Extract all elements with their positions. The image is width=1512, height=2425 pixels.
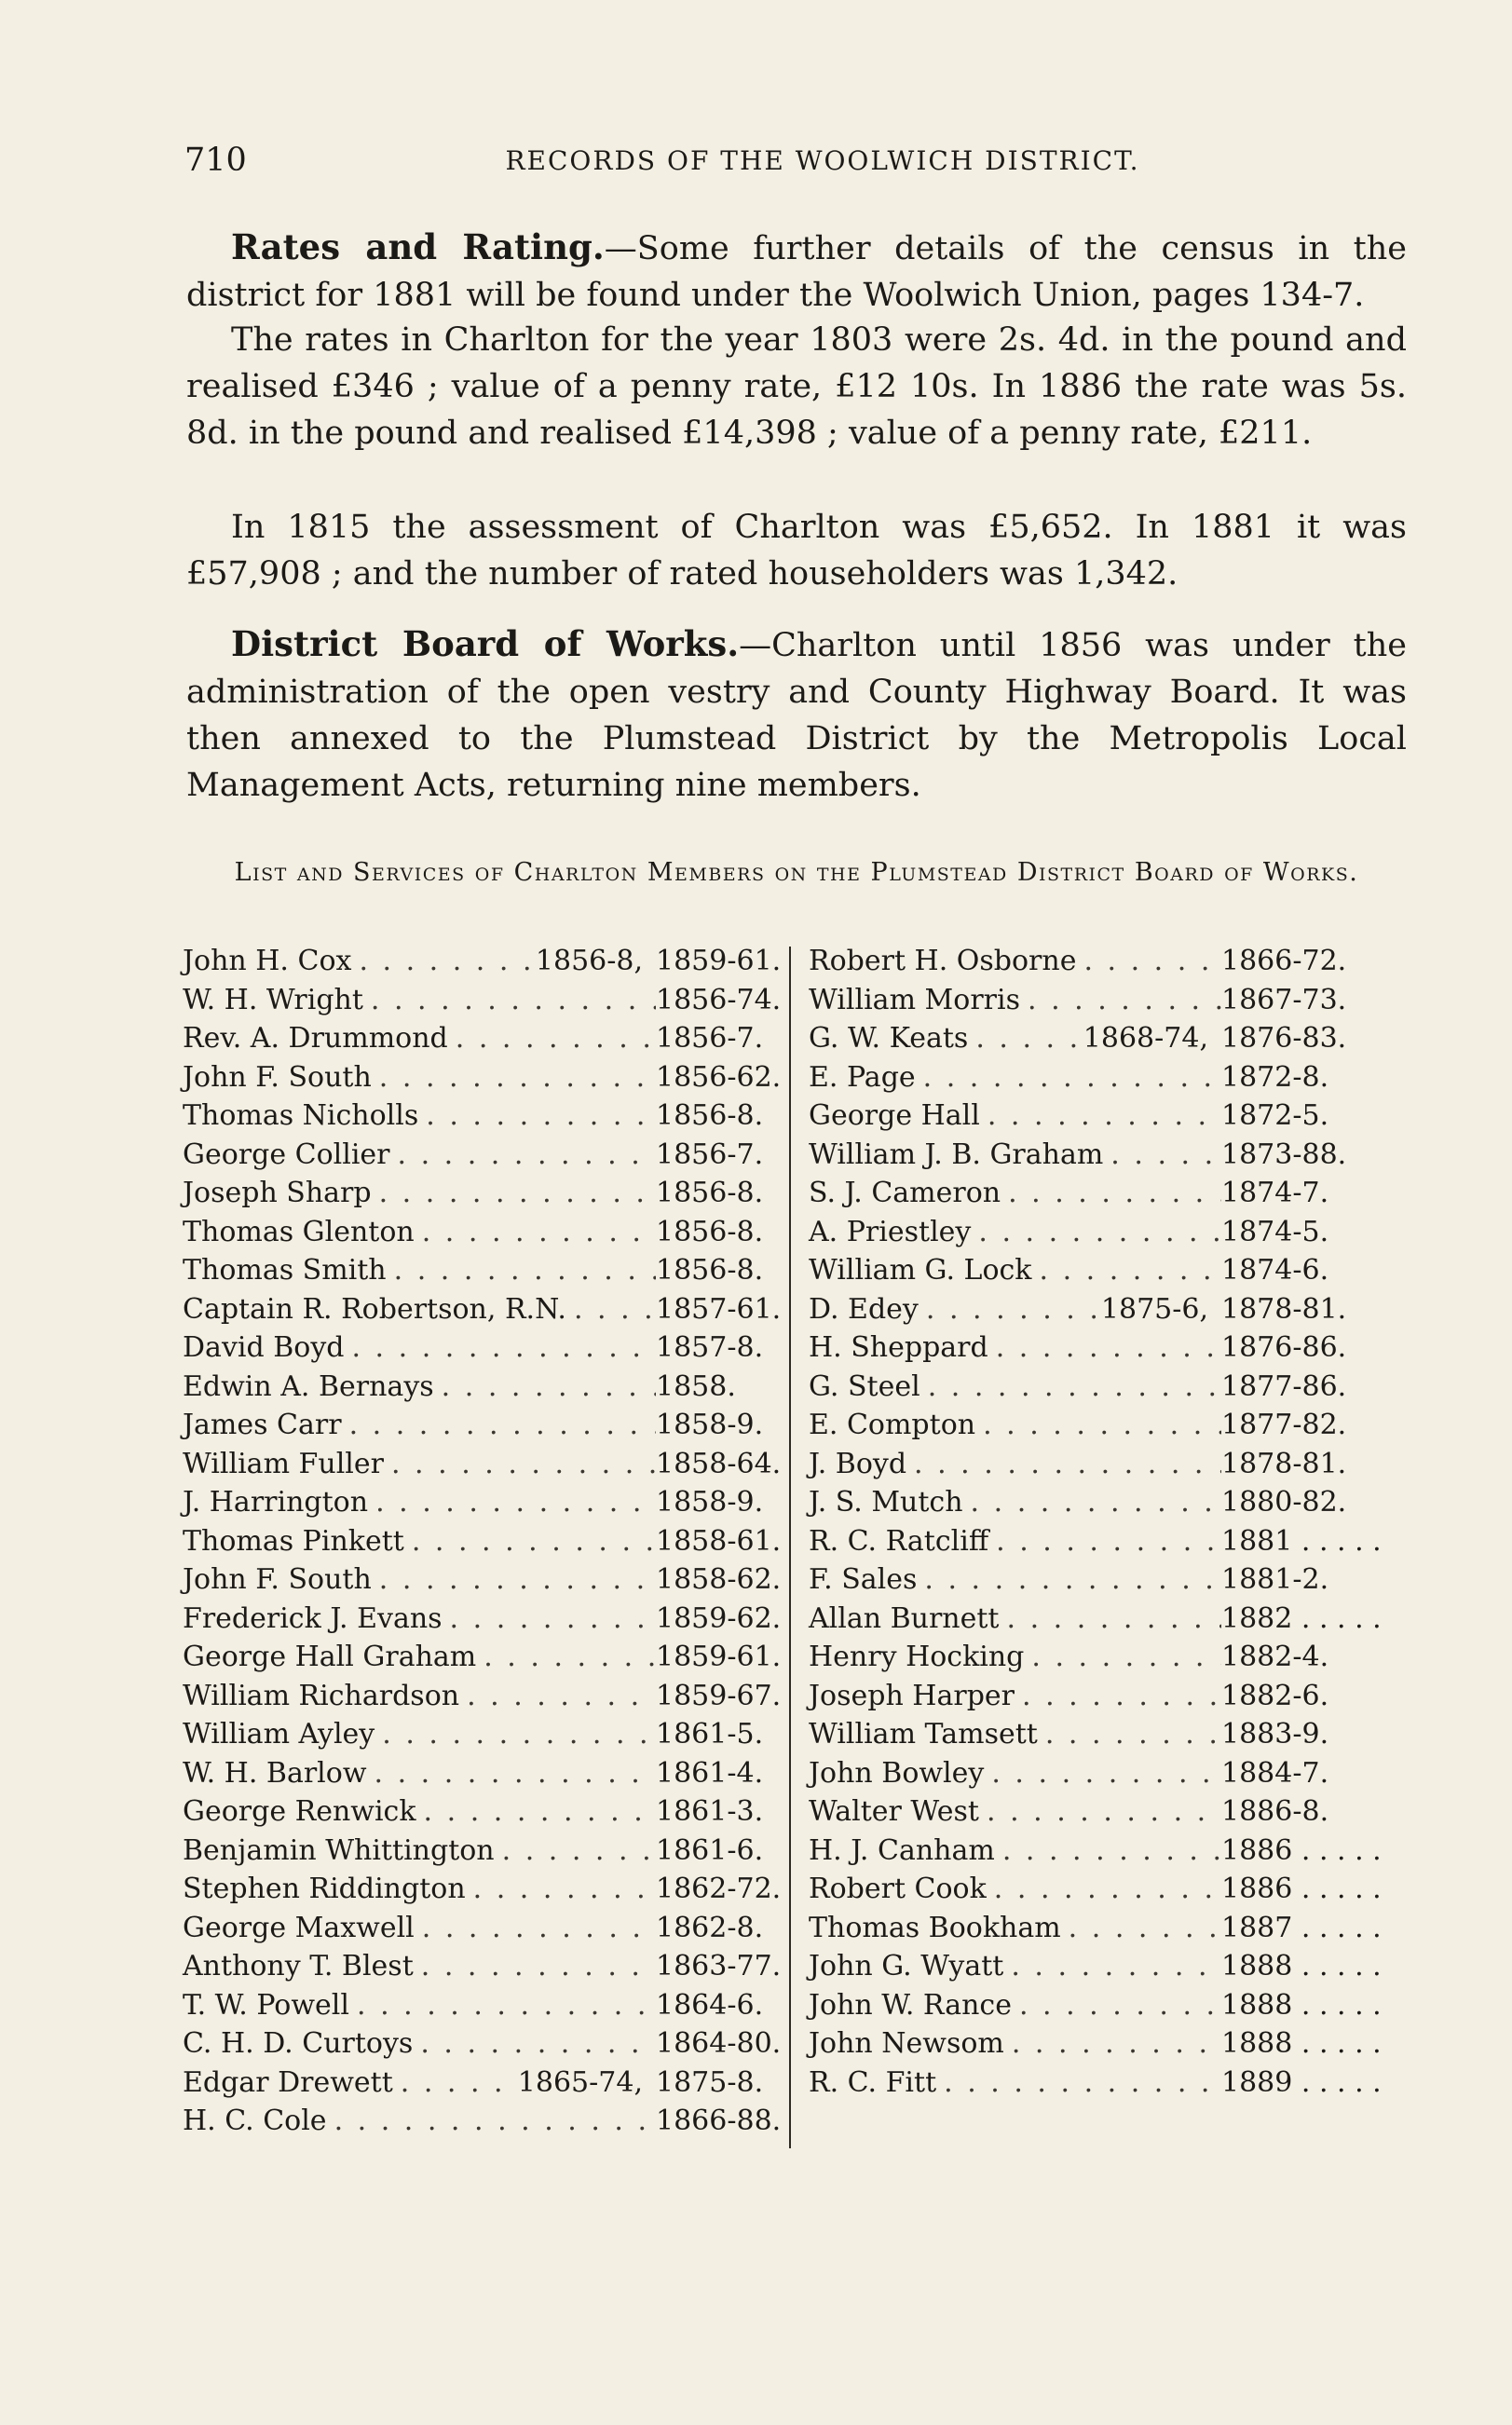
member-name: John F. South — [183, 1563, 372, 1596]
member-name: G. W. Keats — [809, 1022, 969, 1055]
member-row — [183, 1832, 768, 1871]
member-name: Joseph Harper — [809, 1679, 1015, 1712]
member-row — [183, 1058, 782, 1097]
leader-dots — [416, 1792, 656, 1832]
leader-dots — [1001, 1174, 1221, 1213]
member-years: 1877-86. — [1221, 1369, 1347, 1403]
member-years: 1888 . . . . . — [1221, 1988, 1382, 2022]
leader-dots — [344, 1328, 656, 1368]
member-name: H. Sheppard — [809, 1331, 988, 1364]
member-name: John Bowley — [809, 1756, 985, 1790]
member-row — [809, 1832, 1412, 1871]
member-row — [183, 2024, 782, 2064]
member-years: 1856-74. — [656, 983, 782, 1016]
member-row — [809, 1560, 1412, 1600]
member-name: Thomas Pinkett — [183, 1524, 404, 1558]
member-years: 1878-81. — [1221, 1292, 1347, 1326]
member-name: F. Sales — [809, 1563, 918, 1596]
member-name: Thomas Glenton — [183, 1215, 415, 1248]
leader-dots — [372, 1560, 656, 1600]
member-name: E. Compton — [809, 1409, 976, 1441]
member-row — [183, 981, 782, 1020]
member-row — [809, 1097, 1412, 1136]
member-name: John G. Wyatt — [809, 1950, 1004, 1982]
member-name: J. Harrington — [183, 1486, 369, 1519]
member-row — [183, 1677, 782, 1716]
leader-dots — [384, 1445, 656, 1484]
member-years: 1882 . . . . . — [1221, 1601, 1382, 1635]
leader-dots — [466, 1870, 656, 1909]
leader-dots — [916, 1058, 1221, 1097]
member-row — [183, 1174, 768, 1213]
leader-dots — [987, 1870, 1221, 1909]
member-name: Frederick J. Evans — [183, 1601, 443, 1635]
member-name: W. H. Wright — [183, 983, 363, 1016]
member-name: George Hall Graham — [183, 1641, 477, 1673]
leader-dots — [919, 1290, 1096, 1329]
member-years: 1888 . . . . . — [1221, 1950, 1382, 1982]
member-first-term: 1856-8, — [535, 945, 643, 977]
member-years: 1874-6. — [1221, 1254, 1329, 1287]
member-years: 1881-2. — [1221, 1563, 1329, 1596]
member-row — [809, 942, 1412, 981]
page-number: 710 — [184, 142, 247, 179]
member-row — [809, 1328, 1412, 1368]
member-years: 1856-7. — [656, 1138, 764, 1171]
member-years: 1880-82. — [1221, 1486, 1347, 1519]
member-years: 1858-64. — [656, 1447, 782, 1480]
rates-text-3: In 1815 the assessment of Charlton was £5,652. In 1881 it was £57,908 ; and the number of rated householders was 1,342. — [186, 509, 1407, 593]
member-row — [183, 1560, 782, 1600]
member-name: William Morris — [809, 983, 1021, 1016]
member-row — [809, 2064, 1412, 2103]
member-name: John H. Cox — [183, 945, 352, 977]
member-years: 1859-62. — [656, 1601, 782, 1635]
member-name: William Fuller — [183, 1447, 384, 1480]
leader-dots — [393, 2064, 512, 2103]
member-years: 1887 . . . . . — [1221, 1911, 1382, 1944]
member-row — [809, 1754, 1412, 1793]
member-years: 1882-4. — [1221, 1641, 1329, 1673]
leader-dots — [390, 1136, 656, 1175]
member-years: 1862-8. — [656, 1911, 764, 1944]
leader-dots — [980, 1097, 1221, 1136]
leader-dots — [1103, 1136, 1221, 1175]
member-years: 1886 . . . . . — [1221, 1833, 1382, 1867]
member-years: 1874-5. — [1221, 1215, 1329, 1248]
member-years: 1881 . . . . . — [1221, 1524, 1382, 1558]
member-years: 1883-9. — [1221, 1718, 1329, 1751]
member-first-term: 1868-74, — [1083, 1022, 1208, 1055]
member-years: 1857-61. — [656, 1292, 782, 1326]
member-name: John W. Rance — [809, 1988, 1012, 2022]
member-name: George Renwick — [183, 1795, 416, 1828]
member-name: D. Edey — [809, 1292, 919, 1326]
member-name: Thomas Nicholls — [183, 1099, 419, 1132]
member-row — [809, 1058, 1412, 1097]
member-row — [809, 1600, 1412, 1639]
member-name: Thomas Smith — [183, 1254, 387, 1287]
member-row — [809, 1174, 1412, 1213]
member-name: H. J. Canham — [809, 1833, 995, 1867]
member-row — [183, 1445, 782, 1484]
member-years: 1876-86. — [1221, 1331, 1347, 1364]
member-row — [809, 1406, 1412, 1445]
leader-dots — [979, 1792, 1221, 1832]
member-row — [183, 1909, 768, 1948]
member-name: T. W. Powell — [183, 1988, 349, 2022]
member-row — [809, 2024, 1412, 2064]
member-years: 1873-88. — [1221, 1138, 1347, 1171]
member-row — [809, 1483, 1412, 1522]
member-years: 1864-6. — [656, 1988, 764, 2022]
leader-dots — [971, 1213, 1221, 1252]
leader-dots — [1003, 1947, 1221, 1986]
member-years: 1856-8. — [656, 1177, 764, 1209]
member-row — [809, 1677, 1412, 1716]
member-years: 1859-61. — [656, 945, 782, 977]
member-row — [183, 1019, 768, 1058]
member-row — [809, 1251, 1412, 1290]
rates-paragraph-2 — [186, 317, 1407, 456]
rates-text-2: The rates in Charlton for the year 1803 were 2s. 4d. in the pound and realised £346 ; value of a penny rate, £12 10s. In 1886 the rate was 5s. 8d. in the pound and realised £14,398 ; value of a penny rate, £211. — [186, 321, 1407, 452]
member-name: J. S. Mutch — [809, 1486, 963, 1519]
leader-dots — [984, 1754, 1221, 1793]
leader-dots — [448, 1019, 656, 1058]
leader-dots — [1076, 942, 1221, 981]
member-years: 1889 . . . . . — [1221, 2065, 1382, 2099]
member-row — [183, 2102, 782, 2141]
member-row — [183, 2064, 768, 2103]
member-row — [183, 1600, 782, 1639]
member-years: 1861-6. — [656, 1833, 764, 1867]
member-years: 1863-77. — [656, 1950, 782, 1982]
member-name: John Newsom — [809, 2027, 1004, 2060]
member-row — [183, 1522, 782, 1561]
member-name: David Boyd — [183, 1331, 345, 1364]
members-list-title: List and Services of Charlton Members on the Plumstead District Board of Works. — [234, 858, 1359, 887]
leader-dots — [1012, 1986, 1221, 2025]
leader-dots — [988, 1522, 1221, 1561]
member-years: 1872-8. — [1221, 1060, 1329, 1094]
member-years: 1882-6. — [1221, 1679, 1329, 1712]
member-name: William Ayley — [183, 1718, 375, 1751]
member-years: 1872-5. — [1221, 1099, 1329, 1132]
member-years: 1858-9. — [656, 1409, 764, 1441]
leader-dots — [372, 1058, 656, 1097]
member-years: 1856-7. — [656, 1022, 764, 1055]
leader-dots — [936, 2064, 1221, 2103]
member-years: 1886 . . . . . — [1221, 1873, 1382, 1905]
member-name: Thomas Bookham — [809, 1911, 1061, 1944]
member-name: George Maxwell — [183, 1911, 415, 1944]
member-years: 1858-61. — [656, 1524, 782, 1558]
member-row — [183, 1368, 768, 1407]
member-years: 1856-8. — [656, 1254, 764, 1287]
leader-dots — [443, 1600, 656, 1639]
member-row — [809, 1522, 1412, 1561]
member-name: Captain R. Robertson, R.N. — [183, 1292, 566, 1326]
member-name: S. J. Cameron — [809, 1177, 1001, 1209]
leader-dots — [1020, 981, 1221, 1020]
member-row — [183, 1406, 768, 1445]
member-years: 1861-3. — [656, 1795, 764, 1828]
member-row — [183, 942, 782, 981]
member-name: Rev. A. Drummond — [183, 1022, 448, 1055]
member-name: William J. B. Graham — [809, 1138, 1104, 1171]
member-years: 1866-88. — [656, 2105, 782, 2137]
board-paragraph — [186, 620, 1407, 809]
leader-dots — [415, 1909, 656, 1948]
leader-dots — [975, 1406, 1221, 1445]
member-row — [809, 1909, 1412, 1948]
leader-dots — [495, 1832, 656, 1871]
leader-dots — [995, 1832, 1221, 1871]
member-row — [183, 1986, 768, 2025]
leader-dots — [387, 1251, 656, 1290]
leader-dots — [1032, 1251, 1222, 1290]
leader-dots — [414, 1947, 656, 1986]
rates-text-1: —Some further details of the census in the district for 1881 will be found under the Woolwich Union, pages 134-7. — [186, 230, 1407, 314]
leader-dots — [1004, 2024, 1221, 2064]
member-years: 1858-9. — [656, 1486, 764, 1519]
leader-dots — [917, 1560, 1221, 1600]
member-row — [809, 1445, 1412, 1484]
member-row — [809, 1947, 1412, 1986]
member-years: 1877-82. — [1221, 1409, 1347, 1441]
member-row — [183, 1947, 782, 1986]
member-first-term: 1875-6, — [1100, 1292, 1208, 1326]
leader-dots — [1061, 1909, 1221, 1948]
leader-dots — [920, 1368, 1221, 1407]
leader-dots — [1015, 1677, 1221, 1716]
member-years: 1859-61. — [656, 1641, 782, 1673]
member-years: 1858-62. — [656, 1563, 782, 1596]
member-row — [183, 1870, 782, 1909]
member-row — [183, 1136, 768, 1175]
member-years: 1867-73. — [1221, 983, 1347, 1016]
member-name: Stephen Riddington — [183, 1873, 466, 1905]
member-years: 1878-81. — [1221, 1447, 1347, 1480]
member-name: C. H. D. Curtoys — [183, 2027, 414, 2060]
member-years: 1874-7. — [1221, 1177, 1329, 1209]
board-text: —Charlton until 1856 was under the administration of the open vestry and County Highway Board. It was then annexed to the Plumstead District by the Metropolis Local Management Acts, returning nine members. — [186, 627, 1407, 804]
member-row — [183, 1097, 768, 1136]
page-header — [184, 142, 1405, 188]
rates-paragraph-3 — [186, 504, 1407, 597]
member-years: 1888 . . . . . — [1221, 2027, 1382, 2060]
member-years: 1866-72. — [1221, 945, 1347, 977]
member-years: 1859-67. — [656, 1679, 782, 1712]
leader-dots — [342, 1406, 656, 1445]
member-row — [809, 1213, 1412, 1252]
member-name: Joseph Sharp — [183, 1177, 372, 1209]
member-years: 1864-80. — [656, 2027, 782, 2060]
member-row — [809, 1019, 1412, 1058]
member-name: William Tamsett — [809, 1718, 1038, 1751]
member-name: E. Page — [809, 1060, 916, 1094]
member-row — [183, 1213, 768, 1252]
member-years: 1857-8. — [656, 1331, 764, 1364]
leader-dots — [368, 1483, 656, 1522]
member-name: Allan Burnett — [809, 1601, 1000, 1635]
member-name: Benjamin Whittington — [183, 1833, 495, 1867]
rates-paragraph-1 — [186, 224, 1407, 319]
member-years: 1856-8. — [656, 1099, 764, 1132]
member-name: G. Steel — [809, 1369, 920, 1403]
leader-dots — [418, 1097, 656, 1136]
member-name: William G. Lock — [809, 1254, 1032, 1287]
member-name: Anthony T. Blest — [183, 1950, 414, 1982]
leader-dots — [349, 1986, 656, 2025]
leader-dots — [367, 1754, 656, 1793]
member-years: 1858. — [656, 1369, 736, 1403]
leader-dots — [1038, 1715, 1221, 1754]
member-years: 1886-8. — [1221, 1795, 1329, 1828]
leader-dots — [413, 2024, 656, 2064]
member-row — [809, 1986, 1412, 2025]
leader-dots — [963, 1483, 1221, 1522]
leader-dots — [906, 1445, 1221, 1484]
member-row — [183, 1290, 782, 1329]
leader-dots — [375, 1715, 656, 1754]
member-name: Edwin A. Bernays — [183, 1369, 434, 1403]
member-name: Henry Hocking — [809, 1641, 1025, 1673]
member-row — [809, 1792, 1412, 1832]
member-years: 1861-5. — [656, 1718, 764, 1751]
member-row — [809, 1136, 1412, 1175]
member-years: 1876-83. — [1221, 1022, 1347, 1055]
member-name: Robert H. Osborne — [809, 945, 1077, 977]
column-divider — [789, 947, 791, 2148]
member-name: William Richardson — [183, 1679, 460, 1712]
member-name: R. C. Ratcliff — [809, 1524, 989, 1558]
member-name: John F. South — [183, 1060, 372, 1094]
leader-dots — [415, 1213, 656, 1252]
leader-dots — [476, 1638, 656, 1677]
member-row — [183, 1792, 768, 1832]
member-name: H. C. Cole — [183, 2105, 327, 2137]
member-name: George Hall — [809, 1099, 980, 1132]
leader-dots — [404, 1522, 656, 1561]
leader-dots — [363, 981, 656, 1020]
members-list-left — [183, 942, 782, 2141]
member-name: Robert Cook — [809, 1873, 987, 1905]
member-row — [183, 1251, 768, 1290]
member-years: 1862-72. — [656, 1873, 782, 1905]
leader-dots — [1000, 1600, 1222, 1639]
member-row — [183, 1328, 768, 1368]
member-row — [183, 1754, 768, 1793]
member-name: Walter West — [809, 1795, 979, 1828]
leader-dots — [327, 2102, 656, 2141]
leader-dots — [351, 942, 529, 981]
member-row — [809, 1870, 1412, 1909]
leader-dots — [1024, 1638, 1221, 1677]
member-name: J. Boyd — [809, 1447, 907, 1480]
member-name: James Carr — [183, 1409, 342, 1441]
section-heading-rates: Rates and Rating. — [231, 226, 605, 267]
member-years: 1884-7. — [1221, 1756, 1329, 1790]
member-row — [809, 1638, 1412, 1677]
member-years: 1861-4. — [656, 1756, 764, 1790]
leader-dots — [434, 1368, 656, 1407]
member-row — [183, 1715, 768, 1754]
member-row — [183, 1638, 782, 1677]
member-name: R. C. Fitt — [809, 2065, 937, 2099]
member-name: Edgar Drewett — [183, 2065, 393, 2099]
member-name: A. Priestley — [809, 1215, 972, 1248]
member-row — [809, 981, 1412, 1020]
leader-dots — [372, 1174, 656, 1213]
member-row — [809, 1290, 1412, 1329]
member-name: George Collier — [183, 1138, 390, 1171]
member-row — [809, 1715, 1412, 1754]
member-first-term: 1865-74, — [517, 2065, 643, 2099]
leader-dots — [988, 1328, 1221, 1368]
member-row — [183, 1483, 768, 1522]
leader-dots — [566, 1290, 656, 1329]
member-years: 1856-8. — [656, 1215, 764, 1248]
member-name: W. H. Barlow — [183, 1756, 367, 1790]
members-list-right — [809, 942, 1412, 2102]
member-years: 1856-62. — [656, 1060, 782, 1094]
member-row — [809, 1368, 1412, 1407]
section-heading-board: District Board of Works. — [231, 623, 740, 664]
member-years: 1875-8. — [656, 2065, 764, 2099]
leader-dots — [459, 1677, 656, 1716]
leader-dots — [968, 1019, 1077, 1058]
running-title: RECORDS OF THE WOOLWICH DISTRICT. — [505, 145, 1140, 176]
